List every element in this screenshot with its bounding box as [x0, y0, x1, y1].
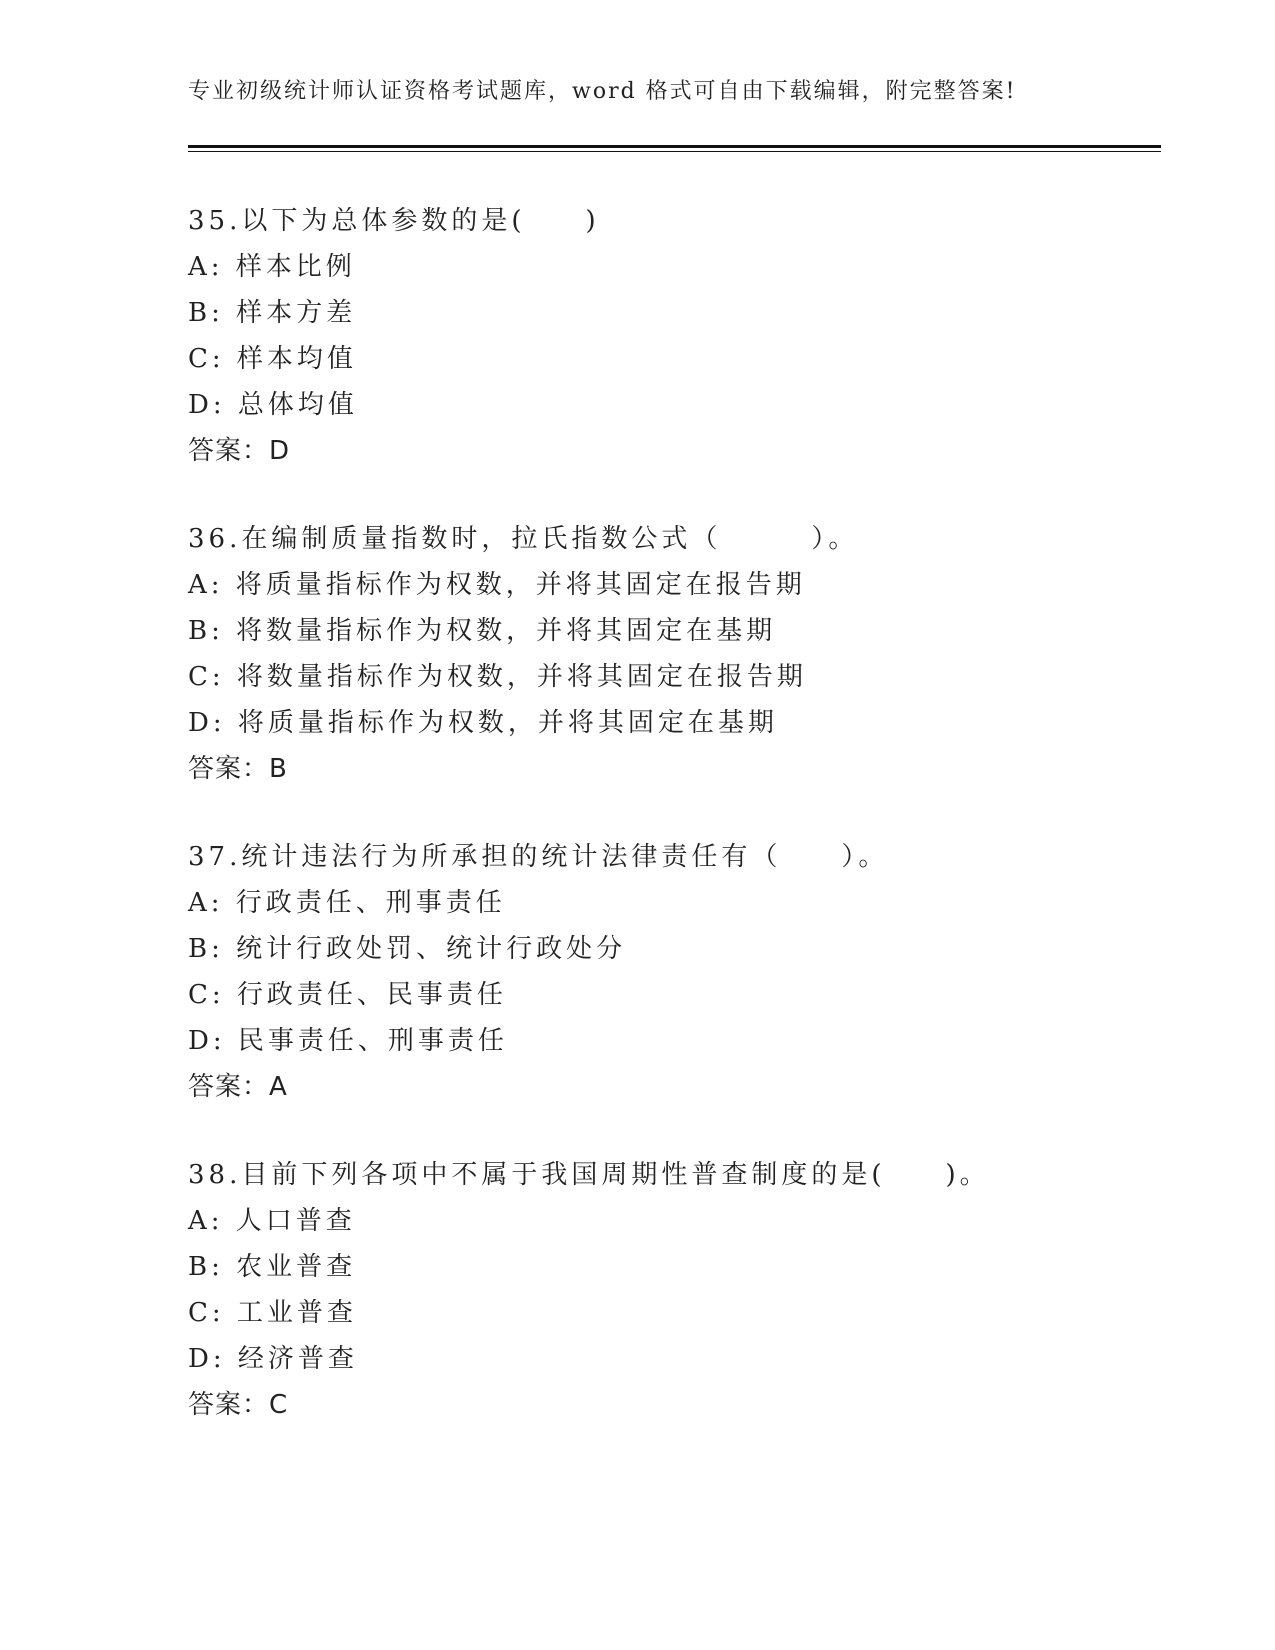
option-a: A: 人口普查	[188, 1206, 356, 1236]
header-rule-thin	[188, 151, 1161, 152]
page-header: 专业初级统计师认证资格考试题库，word 格式可自由下载编辑，附完整答案!	[188, 79, 1017, 104]
question-35	[188, 198, 1168, 474]
option-c: C: 样本均值	[188, 344, 357, 374]
answer-line: 答案：B	[188, 754, 288, 784]
option-d: D: 将质量指标作为权数，并将其固定在基期	[188, 708, 778, 738]
answer-line: 答案：C	[188, 1390, 289, 1420]
question-stem: 36.在编制质量指数时，拉氏指数公式（ ）。	[188, 524, 859, 554]
question-stem: 35.以下为总体参数的是( )	[188, 206, 600, 236]
question-stem: 38.目前下列各项中不属于我国周期性普查制度的是( )。	[188, 1160, 990, 1190]
option-d: D: 总体均值	[188, 390, 358, 420]
option-b: B: 农业普查	[188, 1252, 357, 1282]
answer-line: 答案：D	[188, 436, 291, 466]
question-36	[188, 516, 1168, 792]
option-c: C: 行政责任、民事责任	[188, 980, 507, 1010]
option-a: A: 样本比例	[188, 252, 356, 282]
option-c: C: 工业普查	[188, 1298, 357, 1328]
option-d: D: 经济普查	[188, 1344, 358, 1374]
option-c: C: 将数量指标作为权数，并将其固定在报告期	[188, 662, 807, 692]
question-37	[188, 834, 1168, 1110]
answer-line: 答案：A	[188, 1072, 288, 1102]
question-38	[188, 1152, 1168, 1428]
question-stem: 37.统计违法行为所承担的统计法律责任有（ ）。	[188, 842, 889, 872]
option-b: B: 统计行政处罚、统计行政处分	[188, 934, 627, 964]
option-d: D: 民事责任、刑事责任	[188, 1026, 508, 1056]
option-a: A: 行政责任、刑事责任	[188, 888, 506, 918]
header-rule-thick	[188, 145, 1161, 148]
option-b: B: 将数量指标作为权数，并将其固定在基期	[188, 616, 777, 646]
option-b: B: 样本方差	[188, 298, 357, 328]
option-a: A: 将质量指标作为权数，并将其固定在报告期	[188, 570, 806, 600]
